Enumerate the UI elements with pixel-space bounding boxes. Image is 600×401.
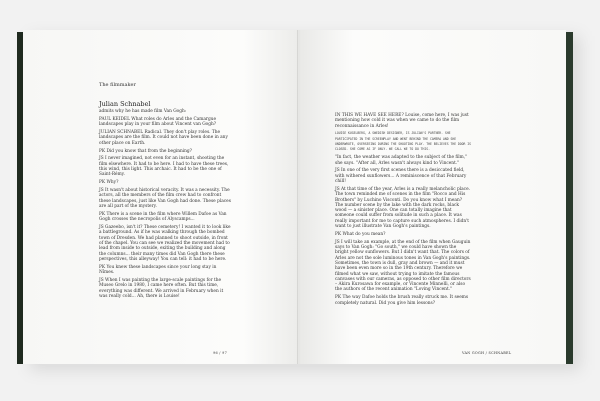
paragraph: JS It wasn't about historical veracity. It was a necessity. The actors, all the members of the film crew had to confront these landscapes, just like Van Gogh had done. These places are all part of the mystery. (99, 188, 231, 210)
paragraph: JS At that time of the year, Arles is a really melancholic place. The town reminded me of scenes in the film "Rocco and His Brothers" by Luchino Visconti. Do you know what I mean? The number scene by the lake with the dark rocks, black wood — a sinister place. One can totally imagine that someone could suffer from solitude in such a place. It was really important for me to capture such atmospheres. I didn't want to just illustrate Van Gogh's paintings. (335, 186, 470, 230)
paragraph: IN THIS WE HAVE SEE HERE? Louise, come here, I was just mentioning how cold it was when we came to do the film reconnaissance in Arles! (335, 113, 469, 129)
paragraph: PK What do you mean? (335, 231, 386, 237)
right-text-column (335, 113, 471, 309)
left-folio: 96 / 97 (213, 351, 228, 355)
paragraph: PK You knew these landscapes since your long stay in Nîmes. (99, 264, 217, 276)
right-folio: VAN GOGH / SCHNABEL (462, 351, 512, 355)
caption-note: LOUISE KUGELBERG, A SWEDISH DESIGNER, IS JULIAN'S PARTNER. SHE PARTICIPATED IN THE SCREENPLAY AND WENT BEHIND THE CAMERA AND SHE UNDERWROTE, OVERSEEING DURING THE SHOOTING PLAY. THE BELIEVES THE DOOR IS CLOSED. SHE COME AS IF ONLY. WE CALL WE TO DO THIS. (335, 131, 471, 152)
paragraph: PK There is a scene in the film where Willem Dafoe as Van Gogh crosses the necropolis of Alyscamps... (99, 211, 227, 223)
paragraph: JS When I was painting the large-scale paintings for the Museo Grelo in 1980, I came here often. But this time, everything was different. We arrived in February when it was really cold... Ah, there is Louise! (99, 277, 224, 299)
section-title: The filmmaker (99, 82, 136, 88)
paragraph: JS I never imagined, not even for an instant, shooting the film elsewhere. It had to be here. I had to have these trees, this wind, this light. This archaic. It had to be the one of Saint-Rémy. (99, 156, 229, 178)
paragraph: JS Gazeebo, isn't it? These cemetery! I wanted it to look like a battleground. As if he was walking through the bombed town of Dresden. We had planned to shoot outside, in front of the chapel. You can see we realized the movement had to lead from inside to outside, exiting the building and along the columns... their many times did Van Gogh there these perspectives, this alleyway! You can tell: it had to be here. (99, 225, 231, 262)
paragraph: admits why he has made film Van Gogh: (99, 109, 187, 114)
interviewee-name: Julian Schnabel (99, 100, 151, 108)
paragraph: PK Why? (99, 180, 119, 186)
paragraph: PK The way Dafoe holds the brush really struck me. It seems completely natural. Did you give him lessons? (335, 295, 469, 306)
right-cover-edge (566, 32, 573, 364)
paragraph: JS In one of the very first scenes there is a desiccated field, with withered sunflowers... A reminiscence of that February chill! (335, 168, 467, 185)
left-page (23, 30, 298, 364)
paragraph: JS I will take an example, at the end of the film when Gauguin says to Van Gogh: "Go south," we could have shown the bright yellow sunflowers. But I didn't want that. The colors of Arles are not the sole luminous tones in Van Gogh's paintings. Sometimes, the town is dull, gray and brown — and it must have been even more so in the 19th century. Therefore we filmed what we saw, without trying to imitate the famous canvases with our cameras, as opposed to other film directors – Akira Kurosawa for example, or Vincente Minnelli, or also the authors of the recent animation "Loving Vincent." (335, 239, 471, 293)
left-text-column (99, 109, 231, 302)
paragraph: "In fact, the weather was adapted to the subject of the film," she says. "After all, Arles wasn't always kind to Vincent." (335, 155, 468, 166)
paragraph: PK Did you know that from the beginning? (99, 148, 192, 154)
paragraph: JULIAN SCHNABEL Radical. They don't play roles. The landscapes are the film. It could not have been done in any other place on Earth. (99, 130, 228, 146)
right-page (300, 30, 566, 364)
paragraph: PAUL KEIDEL What roles do Arles and the Camargue landscapes play in your film about Vincent van Gogh? (99, 116, 217, 128)
open-book (23, 30, 576, 364)
